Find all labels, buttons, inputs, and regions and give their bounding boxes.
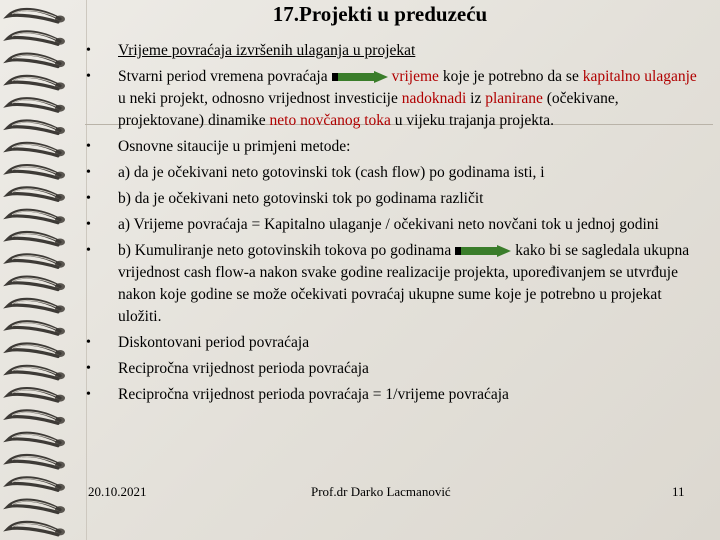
bullet-text: b) Kumuliranje neto gotovinskih tokova po godinama [118, 242, 452, 259]
slide-title: 17.Projekti u preduzeću [272, 2, 488, 26]
spiral-ring [8, 188, 65, 201]
bullet-text: Vrijeme povraćaja izvršenih ulaganja u projekat [118, 42, 416, 59]
spiral-ring [8, 121, 65, 134]
footer-date: 20.10.2021 [88, 484, 147, 499]
bullet-text: kako bi se sagledala ukupna vrijednost cash flow-a nakon svake godine realizacije projekta, upoređivanjem se utvrđuje nakon koje godine se može očekivati povraćaj ukupne sume koje je potrebno u projekat uložiti. [118, 242, 690, 325]
list-item [82, 358, 698, 380]
bullet-text: iz [466, 90, 486, 107]
spiral-ring [8, 456, 65, 469]
spiral-ring [8, 32, 65, 45]
spiral-ring [8, 76, 65, 89]
highlight-text: vrijeme [391, 68, 439, 85]
list-item [82, 240, 698, 328]
spiral-ring [8, 143, 65, 156]
list-item [82, 40, 698, 62]
arrow-right-icon [332, 71, 388, 83]
spiral-ring [8, 411, 65, 424]
spiral-ring [8, 54, 65, 67]
spiral-ring [8, 166, 65, 179]
bullet-text: Stvarni period vremena povraćaja [118, 68, 328, 85]
footer-page-number: 11 [672, 484, 685, 499]
spiral-ring [8, 99, 65, 112]
spiral-ring [8, 322, 65, 335]
arrow-right-icon [455, 245, 511, 257]
list-item [82, 162, 698, 184]
bullet-list [82, 40, 698, 410]
highlight-text: nadoknadi [401, 90, 467, 107]
bullet-text: b) da je očekivani neto gotovinski tok po godinama različit [118, 190, 484, 207]
bullet-text: koje je potrebno da se [438, 68, 583, 85]
spiral-ring [8, 233, 65, 246]
bullet-text: Recipročna vrijednost perioda povraćaja [118, 360, 369, 377]
spiral-ring [8, 344, 65, 357]
list-item [82, 66, 698, 132]
bullet-text: a) da je očekivani neto gotovinski tok (cash flow) po godinama isti, i [118, 164, 545, 181]
footer-author: Prof.dr Darko Lacmanović [311, 484, 451, 499]
highlight-text: planirane [485, 90, 543, 107]
spiral-ring [8, 277, 65, 290]
bullet-text: Recipročna vrijednost perioda povraćaja = 1/vrijeme povraćaja [118, 386, 509, 403]
spiral-ring [8, 299, 65, 312]
bullet-text: u neki projekt, odnosno vrijednost investicije [118, 90, 402, 107]
spiral-ring [8, 210, 65, 223]
highlight-text: kapitalno ulaganje [582, 68, 697, 85]
highlight-text: neto novčanog toka [269, 112, 391, 129]
spiral-ring [8, 478, 65, 491]
list-item [82, 188, 698, 210]
spiral-ring [8, 433, 65, 446]
list-item [82, 384, 698, 406]
spiral-ring [8, 500, 65, 513]
spiral-ring [8, 389, 65, 402]
list-item [82, 332, 698, 354]
spiral-binding [0, 0, 80, 540]
bullet-text: Osnovne sitaucije u primjeni metode: [118, 138, 351, 155]
spiral-ring [8, 366, 65, 379]
bullet-text: a) Vrijeme povraćaja = Kapitalno ulaganje / očekivani neto novčani tok u jednoj godini [118, 216, 659, 233]
bullet-text: u vijeku trajanja projekta. [390, 112, 555, 129]
bullet-text: (očekivane, projektovane) dinamike [118, 90, 619, 129]
list-item [82, 136, 698, 158]
spiral-ring [8, 255, 65, 268]
bullet-text: Diskontovani period povraćaja [118, 334, 310, 351]
spiral-ring [8, 522, 65, 535]
list-item [82, 214, 698, 236]
